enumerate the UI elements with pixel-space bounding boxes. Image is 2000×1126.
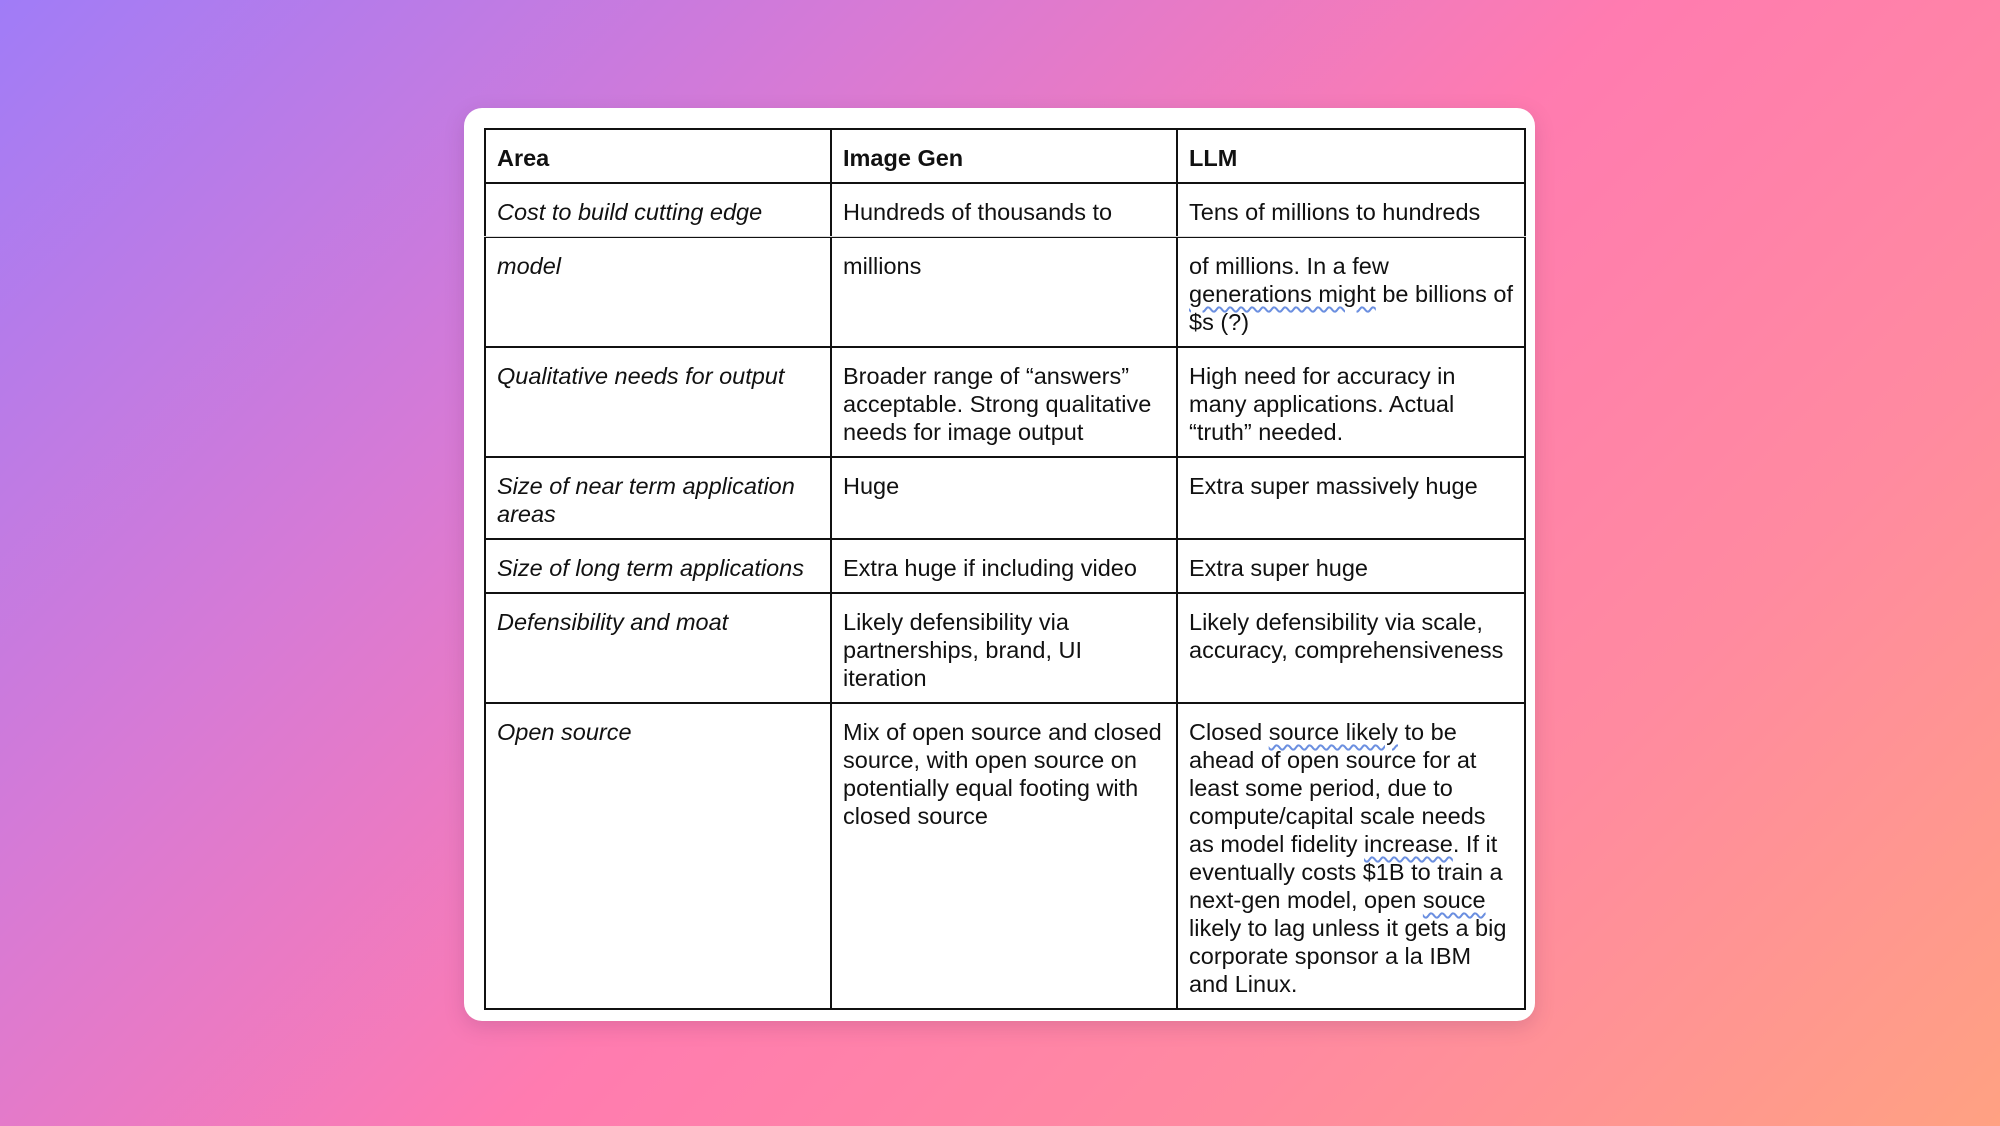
row-llm-cell: Extra super massively huge xyxy=(1177,457,1525,539)
header-llm: LLM xyxy=(1177,129,1525,183)
row-image-gen-cell: Broader range of “answers” acceptable. Strong qualitative needs for image output xyxy=(831,347,1177,457)
spellcheck-underline: generations might xyxy=(1189,281,1376,307)
table-row xyxy=(485,347,1525,457)
table-row xyxy=(485,237,1525,347)
header-area: Area xyxy=(485,129,831,183)
row-area-cell: Size of near term application areas xyxy=(485,457,831,539)
row-area-cell: model xyxy=(485,237,831,347)
row-area-cell: Qualitative needs for output xyxy=(485,347,831,457)
row-image-gen-cell: Hundreds of thousands to xyxy=(831,183,1177,237)
page-break-line xyxy=(464,236,1535,237)
table-header-row xyxy=(485,129,1525,183)
spellcheck-underline: source likely xyxy=(1268,719,1398,745)
spellcheck-underline: increase xyxy=(1364,831,1453,857)
comparison-table xyxy=(484,128,1526,1010)
row-llm-cell: of millions. In a few generations might be billions of $s (?) xyxy=(1177,237,1525,347)
table-row xyxy=(485,183,1525,237)
row-llm-cell: High need for accuracy in many applications. Actual “truth” needed. xyxy=(1177,347,1525,457)
row-llm-cell: Extra super huge xyxy=(1177,539,1525,593)
row-image-gen-cell: Mix of open source and closed source, with open source on potentially equal footing with closed source xyxy=(831,703,1177,1009)
header-image-gen: Image Gen xyxy=(831,129,1177,183)
row-image-gen-cell: Huge xyxy=(831,457,1177,539)
row-area-cell: Size of long term applications xyxy=(485,539,831,593)
table-row xyxy=(485,703,1525,1009)
row-image-gen-cell: Extra huge if including video xyxy=(831,539,1177,593)
row-area-cell: Cost to build cutting edge xyxy=(485,183,831,237)
row-area-cell: Defensibility and moat xyxy=(485,593,831,703)
table-row xyxy=(485,593,1525,703)
table-row xyxy=(485,539,1525,593)
row-image-gen-cell: millions xyxy=(831,237,1177,347)
row-llm-cell: Closed source likely to be ahead of open source for at least some period, due to compute/capital scale needs as model fidelity increase. If it eventually costs $1B to train a next-gen model, open souce likely to lag unless it gets a big corporate sponsor a la IBM and Linux. xyxy=(1177,703,1525,1009)
spellcheck-underline: souce xyxy=(1422,887,1486,913)
row-image-gen-cell: Likely defensibility via partnerships, brand, UI iteration xyxy=(831,593,1177,703)
table-card xyxy=(464,108,1535,1021)
row-area-cell: Open source xyxy=(485,703,831,1009)
row-llm-cell: Likely defensibility via scale, accuracy, comprehensiveness xyxy=(1177,593,1525,703)
table-row xyxy=(485,457,1525,539)
row-llm-cell: Tens of millions to hundreds xyxy=(1177,183,1525,237)
